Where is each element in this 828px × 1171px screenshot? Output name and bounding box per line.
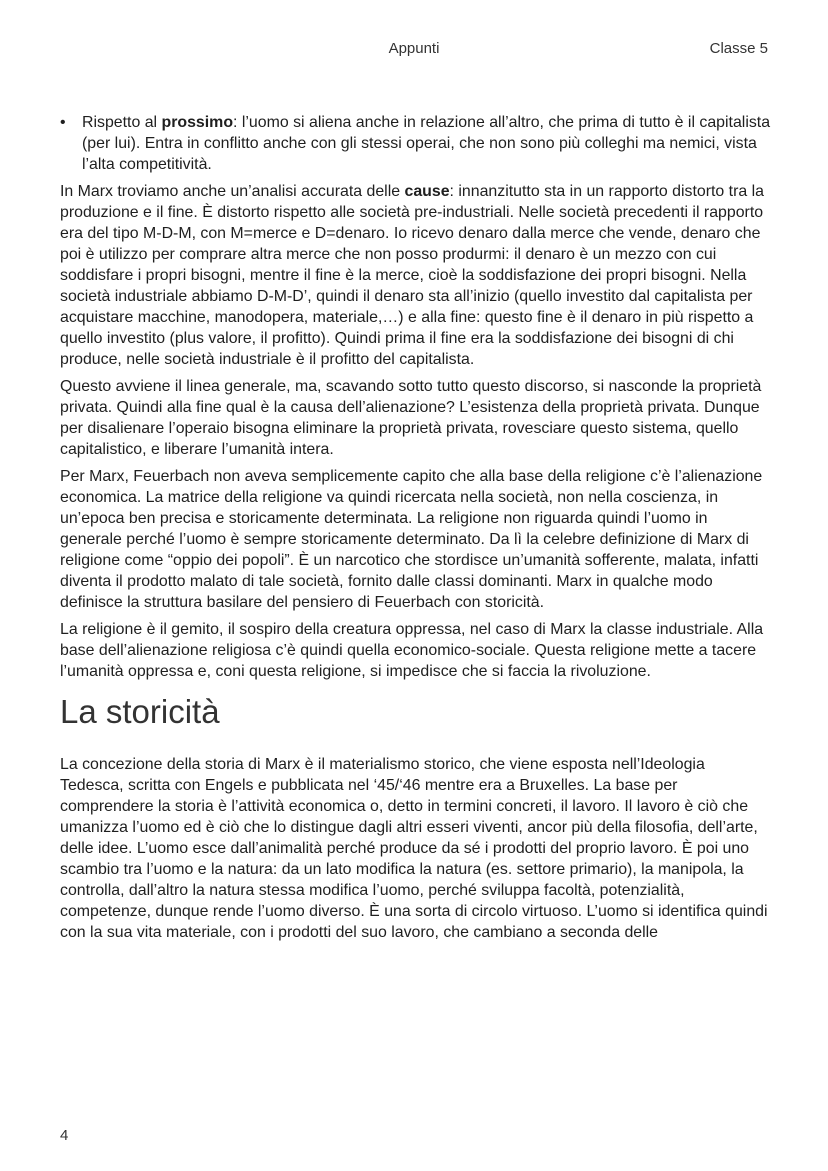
bullet-marker: • [60,114,66,131]
bullet-lead: Rispetto al [82,114,162,131]
page-number: 4 [60,1127,69,1144]
paragraph-gemito: La religione è il gemito, il sospiro della creatura oppressa, nel caso di Marx la classe industriale. Alla base dell’alienazione religiosa c’è quindi quella economico-sociale. Questa religione mette a tacere l’umanità oppressa e, coni questa religione, si impedisce che si faccia la rivoluzione. [60,621,764,680]
paragraph-cause-bold-term: cause [404,183,450,200]
paragraph-proprieta-privata: Questo avviene il linea generale, ma, scavando sotto tutto questo discorso, si nasconde la proprietà privata. Quindi alla fine qual è la causa dell’alienazione? L’esistenza della proprietà privata. Dunque per disalienare l’operaio bisogna eliminare la proprietà privata, rovesciare questo sistema, quello capitalistico, e liberare l’umanità intera. [60,378,762,458]
section-title: La storicità [60,693,220,730]
paragraph-cause [60,181,772,370]
bullet-item-prossimo [60,112,772,175]
paragraph-cause-lead: In Marx troviamo anche un’analisi accurata delle [60,183,405,200]
bullet-bold-term: prossimo [161,114,234,131]
page-content [60,112,772,949]
paragraph-storicita: La concezione della storia di Marx è il materialismo storico, che viene esposta nell’Ideologia Tedesca, scritta con Engels e pubblicata nel ‘45/‘46 mentre era a Bruxelles. La base per comprendere la storia è l’attività economica o, detto in termini concreti, il lavoro. Il lavoro è ciò che umanizza l’uomo ed è ciò che lo distingue dagli altri esseri viventi, ancor più della filosofia, dell’arte, delle idee. L’uomo esce dall’animalità perché produce da sé i prodotti del proprio lavoro. È poi uno scambio tra l’uomo e la natura: da un lato modifica la natura (es. settore primario), la manipola, la controlla, dall’altro la natura stessa modifica l’uomo, perché sviluppa facoltà, potenzialità, competenze, dunque rende l’uomo diverso. È una sorta di circolo virtuoso. L’uomo si identifica quindi con la sua vita materiale, con i prodotti del suo lavoro, che cambiano a seconda delle [60,756,768,941]
header-title: Appunti [388,40,440,57]
paragraph-cause-text: : innanzitutto sta in un rapporto distorto tra la produzione e il fine. È distorto rispetto alle società pre-industriali. Nelle società precedenti il rapporto era del tipo M-D-M, con M=merce e D=denaro. Io ricevo denaro dalla merce che vende, denaro che poi è utilizzo per comprare altra merce che non posso produrmi: il denaro è un mezzo con cui soddisfare i propri bisogni, mentre il fine è la merce, cioè la soddisfazione dei propri bisogni. Nella società industriale abbiamo D-M-D’, quindi il denaro sta all’inizio (quello investito dal capitalista per acquistare macchine, manodopera, materiale,…) e alla fine: questo fine è il denaro in più rispetto a quello investito (plus valore, il profitto). Quindi prima il fine era la soddisfazione dei bisogni di chi produce, nelle società industriale è il profitto del capitalista. [60,183,765,368]
paragraph-feuerbach-religione: Per Marx, Feuerbach non aveva semplicemente capito che alla base della religione c’è l’alienazione economica. La matrice della religione va quindi ricercata nella società, non nella coscienza, in un’epoca ben precisa e storicamente determinata. La religione non riguarda quindi l’uomo in generale perché l’uomo è sempre storicamente determinato. Da lì la celebre definizione di Marx di religione come “oppio dei popoli”. È un narcotico che stordisce un’umanità sofferente, malata, infatti diventa il prodotto malato di tale società, fornito dalle classi dominanti. Marx in qualche modo definisce la struttura basilare del pensiero di Feuerbach con storicità. [60,468,763,611]
bullet-text: : l’uomo si aliena anche in relazione all’altro, che prima di tutto è il capitalista (per lui). Entra in conflitto anche con gli stessi operai, che non sono più colleghi ma nemici, vista l’alta competitività. [82,114,771,173]
header-class-label: Classe 5 [709,40,768,57]
